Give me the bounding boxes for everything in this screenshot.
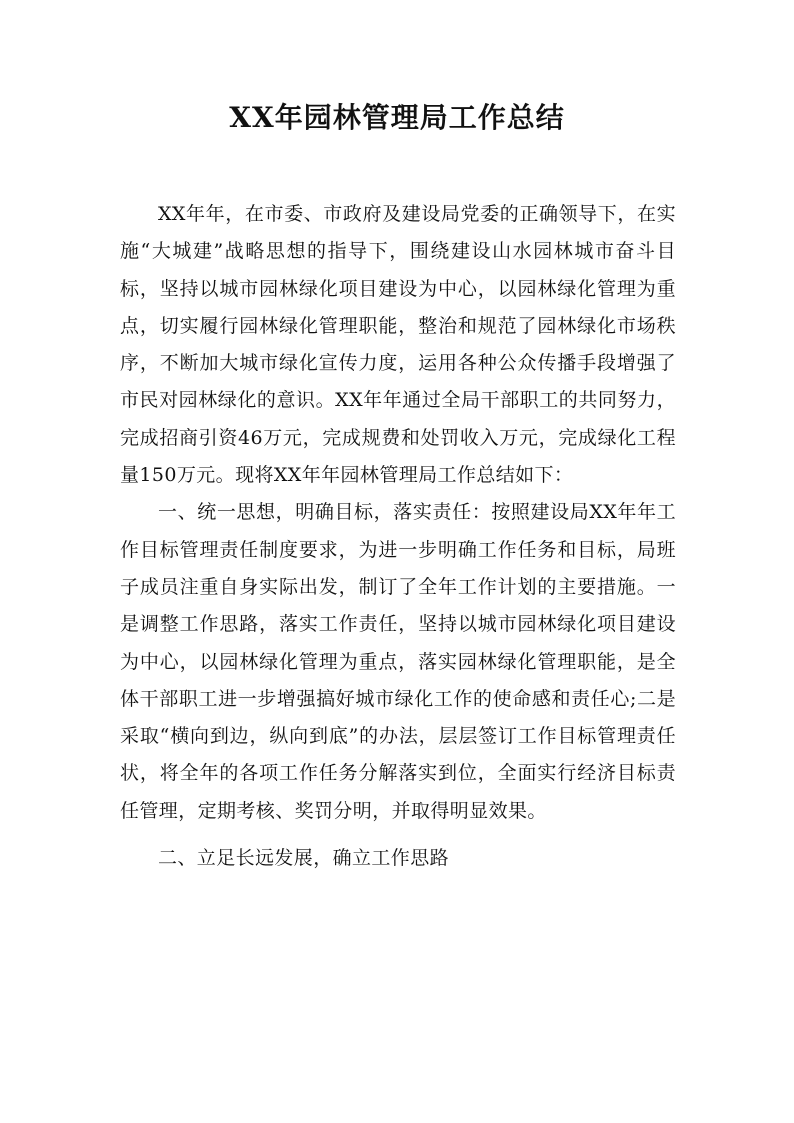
document-body [120, 196, 676, 877]
document-title: XX年园林管理局工作总结 [229, 101, 565, 134]
section-one-paragraph: 一、统一思想，明确目标，落实责任：按照建设局XX年年工作目标管理责任制度要求，为进一步明确工作任务和目标，局班子成员注重自身实际出发，制订了全年工作计划的主要措施。一是调整工作思路，落实工作责任，坚持以城市园林绿化项目建设为中心，以园林绿化管理为重点，落实园林绿化管理职能，是全体干部职工进一步增强搞好城市绿化工作的使命感和责任心;二是采取“横向到边，纵向到底”的办法，层层签订工作目标管理责任状，将全年的各项工作任务分解落实到位，全面实行经济目标责任管理，定期考核、奖罚分明，并取得明显效果。 [120, 501, 676, 822]
intro-paragraph: XX年年，在市委、市政府及建设局党委的正确领导下，在实施“大城建”战略思想的指导下，围绕建设山水园林城市奋斗目标，坚持以城市园林绿化项目建设为中心，以园林绿化管理为重点，切实履行园林绿化管理职能，整治和规范了园林绿化市场秩序，不断加大城市绿化宣传力度，运用各种公众传播手段增强了市民对园林绿化的意识。XX年年通过全局干部职工的共同努力，完成招商引资46万元，完成规费和处罚收入万元，完成绿化工程量150万元。现将XX年年园林管理局工作总结如下： [120, 203, 676, 487]
section-two-heading: 二、立足长远发展，确立工作思路 [158, 847, 450, 870]
